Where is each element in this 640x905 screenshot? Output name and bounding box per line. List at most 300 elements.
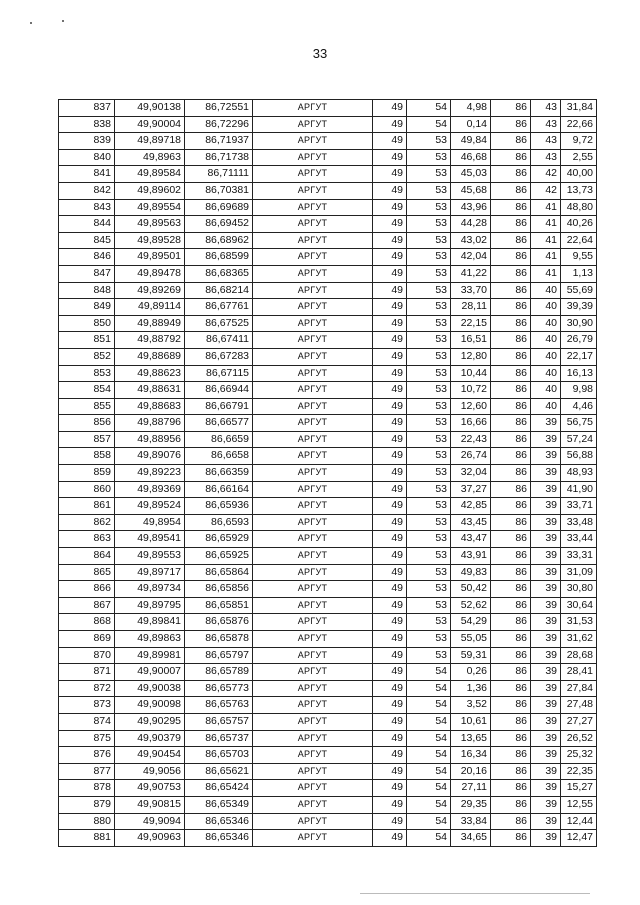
- table-row: [59, 680, 597, 697]
- lon-seconds-cell: 28,41: [561, 664, 597, 681]
- lat-minutes-cell: 54: [407, 713, 451, 730]
- lat-seconds-cell: 12,60: [451, 398, 491, 415]
- lat-seconds-cell: 12,80: [451, 348, 491, 365]
- longitude-decimal-cell: 86,65424: [185, 780, 253, 797]
- lat-degrees-cell: 49: [373, 597, 407, 614]
- river-name-cell: АРГУТ: [253, 232, 373, 249]
- lon-degrees-cell: 86: [491, 116, 531, 133]
- lon-seconds-cell: 27,84: [561, 680, 597, 697]
- table-row: [59, 299, 597, 316]
- lon-minutes-cell: 40: [531, 299, 561, 316]
- lon-degrees-cell: 86: [491, 249, 531, 266]
- table-row: [59, 614, 597, 631]
- latitude-decimal-cell: 49,90098: [115, 697, 185, 714]
- lon-degrees-cell: 86: [491, 713, 531, 730]
- lon-minutes-cell: 39: [531, 713, 561, 730]
- lat-degrees-cell: 49: [373, 199, 407, 216]
- lon-seconds-cell: 22,35: [561, 763, 597, 780]
- point-number-cell: 850: [59, 315, 115, 332]
- river-name-cell: АРГУТ: [253, 697, 373, 714]
- lon-seconds-cell: 40,26: [561, 216, 597, 233]
- lon-minutes-cell: 39: [531, 796, 561, 813]
- longitude-decimal-cell: 86,65757: [185, 713, 253, 730]
- lon-degrees-cell: 86: [491, 299, 531, 316]
- latitude-decimal-cell: 49,88631: [115, 382, 185, 399]
- lon-minutes-cell: 41: [531, 232, 561, 249]
- lon-degrees-cell: 86: [491, 680, 531, 697]
- table-row: [59, 747, 597, 764]
- lat-seconds-cell: 34,65: [451, 830, 491, 847]
- lon-degrees-cell: 86: [491, 315, 531, 332]
- latitude-decimal-cell: 49,90753: [115, 780, 185, 797]
- latitude-decimal-cell: 49,89584: [115, 166, 185, 183]
- lat-degrees-cell: 49: [373, 382, 407, 399]
- lon-degrees-cell: 86: [491, 332, 531, 349]
- lon-degrees-cell: 86: [491, 398, 531, 415]
- lon-degrees-cell: 86: [491, 133, 531, 150]
- lon-minutes-cell: 42: [531, 182, 561, 199]
- lat-seconds-cell: 33,84: [451, 813, 491, 830]
- longitude-decimal-cell: 86,65349: [185, 796, 253, 813]
- coordinates-table: [58, 99, 597, 847]
- table-row: [59, 763, 597, 780]
- latitude-decimal-cell: 49,88792: [115, 332, 185, 349]
- lat-minutes-cell: 53: [407, 431, 451, 448]
- lon-seconds-cell: 22,66: [561, 116, 597, 133]
- point-number-cell: 875: [59, 730, 115, 747]
- longitude-decimal-cell: 86,68365: [185, 265, 253, 282]
- river-name-cell: АРГУТ: [253, 647, 373, 664]
- lat-degrees-cell: 49: [373, 514, 407, 531]
- latitude-decimal-cell: 49,89528: [115, 232, 185, 249]
- longitude-decimal-cell: 86,65856: [185, 581, 253, 598]
- river-name-cell: АРГУТ: [253, 282, 373, 299]
- lon-degrees-cell: 86: [491, 747, 531, 764]
- lat-degrees-cell: 49: [373, 348, 407, 365]
- lat-seconds-cell: 10,44: [451, 365, 491, 382]
- point-number-cell: 872: [59, 680, 115, 697]
- lon-minutes-cell: 43: [531, 116, 561, 133]
- lon-minutes-cell: 39: [531, 763, 561, 780]
- lon-seconds-cell: 55,69: [561, 282, 597, 299]
- lat-minutes-cell: 54: [407, 730, 451, 747]
- table-row: [59, 232, 597, 249]
- longitude-decimal-cell: 86,65703: [185, 747, 253, 764]
- lon-minutes-cell: 39: [531, 564, 561, 581]
- lon-minutes-cell: 39: [531, 697, 561, 714]
- lat-seconds-cell: 33,70: [451, 282, 491, 299]
- lon-degrees-cell: 86: [491, 465, 531, 482]
- lat-degrees-cell: 49: [373, 182, 407, 199]
- lat-seconds-cell: 28,11: [451, 299, 491, 316]
- lon-minutes-cell: 39: [531, 747, 561, 764]
- lat-degrees-cell: 49: [373, 481, 407, 498]
- longitude-decimal-cell: 86,6659: [185, 431, 253, 448]
- lat-seconds-cell: 32,04: [451, 465, 491, 482]
- lon-seconds-cell: 31,84: [561, 100, 597, 117]
- lat-minutes-cell: 53: [407, 614, 451, 631]
- lon-seconds-cell: 4,46: [561, 398, 597, 415]
- lat-seconds-cell: 26,74: [451, 448, 491, 465]
- point-number-cell: 842: [59, 182, 115, 199]
- latitude-decimal-cell: 49,89369: [115, 481, 185, 498]
- lat-degrees-cell: 49: [373, 680, 407, 697]
- lon-degrees-cell: 86: [491, 265, 531, 282]
- lon-seconds-cell: 33,71: [561, 498, 597, 515]
- lon-seconds-cell: 26,79: [561, 332, 597, 349]
- lat-degrees-cell: 49: [373, 780, 407, 797]
- lat-minutes-cell: 54: [407, 830, 451, 847]
- lon-degrees-cell: 86: [491, 796, 531, 813]
- longitude-decimal-cell: 86,66577: [185, 415, 253, 432]
- lat-seconds-cell: 59,31: [451, 647, 491, 664]
- lat-minutes-cell: 53: [407, 133, 451, 150]
- lat-minutes-cell: 54: [407, 100, 451, 117]
- longitude-decimal-cell: 86,67525: [185, 315, 253, 332]
- longitude-decimal-cell: 86,66791: [185, 398, 253, 415]
- lat-degrees-cell: 49: [373, 116, 407, 133]
- point-number-cell: 851: [59, 332, 115, 349]
- lat-seconds-cell: 49,83: [451, 564, 491, 581]
- lon-seconds-cell: 16,13: [561, 365, 597, 382]
- lon-minutes-cell: 39: [531, 531, 561, 548]
- lon-minutes-cell: 40: [531, 365, 561, 382]
- longitude-decimal-cell: 86,69689: [185, 199, 253, 216]
- lat-seconds-cell: 37,27: [451, 481, 491, 498]
- lon-minutes-cell: 39: [531, 581, 561, 598]
- table-row: [59, 796, 597, 813]
- latitude-decimal-cell: 49,89269: [115, 282, 185, 299]
- point-number-cell: 849: [59, 299, 115, 316]
- lat-minutes-cell: 53: [407, 182, 451, 199]
- lat-degrees-cell: 49: [373, 465, 407, 482]
- lon-minutes-cell: 43: [531, 149, 561, 166]
- point-number-cell: 865: [59, 564, 115, 581]
- latitude-decimal-cell: 49,89501: [115, 249, 185, 266]
- lat-degrees-cell: 49: [373, 100, 407, 117]
- lat-minutes-cell: 53: [407, 199, 451, 216]
- table-row: [59, 382, 597, 399]
- lon-degrees-cell: 86: [491, 763, 531, 780]
- lon-minutes-cell: 40: [531, 398, 561, 415]
- latitude-decimal-cell: 49,89841: [115, 614, 185, 631]
- lat-minutes-cell: 53: [407, 315, 451, 332]
- latitude-decimal-cell: 49,9094: [115, 813, 185, 830]
- lon-seconds-cell: 33,44: [561, 531, 597, 548]
- lat-degrees-cell: 49: [373, 398, 407, 415]
- lon-degrees-cell: 86: [491, 581, 531, 598]
- lon-degrees-cell: 86: [491, 647, 531, 664]
- latitude-decimal-cell: 49,89795: [115, 597, 185, 614]
- lat-seconds-cell: 10,61: [451, 713, 491, 730]
- lat-seconds-cell: 43,47: [451, 531, 491, 548]
- longitude-decimal-cell: 86,71937: [185, 133, 253, 150]
- lat-degrees-cell: 49: [373, 315, 407, 332]
- lon-minutes-cell: 39: [531, 431, 561, 448]
- table-row: [59, 332, 597, 349]
- lon-minutes-cell: 39: [531, 780, 561, 797]
- table-row: [59, 133, 597, 150]
- lon-seconds-cell: 57,24: [561, 431, 597, 448]
- longitude-decimal-cell: 86,67761: [185, 299, 253, 316]
- lon-degrees-cell: 86: [491, 697, 531, 714]
- longitude-decimal-cell: 86,65878: [185, 631, 253, 648]
- latitude-decimal-cell: 49,89524: [115, 498, 185, 515]
- lon-minutes-cell: 39: [531, 498, 561, 515]
- lat-seconds-cell: 10,72: [451, 382, 491, 399]
- river-name-cell: АРГУТ: [253, 365, 373, 382]
- point-number-cell: 838: [59, 116, 115, 133]
- lon-seconds-cell: 22,17: [561, 348, 597, 365]
- longitude-decimal-cell: 86,67411: [185, 332, 253, 349]
- latitude-decimal-cell: 49,89602: [115, 182, 185, 199]
- table-row: [59, 182, 597, 199]
- longitude-decimal-cell: 86,71738: [185, 149, 253, 166]
- lat-degrees-cell: 49: [373, 431, 407, 448]
- page-number: 33: [312, 46, 328, 61]
- lat-seconds-cell: 16,66: [451, 415, 491, 432]
- point-number-cell: 879: [59, 796, 115, 813]
- lon-degrees-cell: 86: [491, 664, 531, 681]
- lat-seconds-cell: 43,96: [451, 199, 491, 216]
- table-row: [59, 548, 597, 565]
- point-number-cell: 853: [59, 365, 115, 382]
- lat-degrees-cell: 49: [373, 299, 407, 316]
- lon-seconds-cell: 15,27: [561, 780, 597, 797]
- lat-seconds-cell: 29,35: [451, 796, 491, 813]
- river-name-cell: АРГУТ: [253, 315, 373, 332]
- lon-minutes-cell: 43: [531, 133, 561, 150]
- river-name-cell: АРГУТ: [253, 747, 373, 764]
- lat-seconds-cell: 43,45: [451, 514, 491, 531]
- lon-seconds-cell: 31,53: [561, 614, 597, 631]
- lat-seconds-cell: 49,84: [451, 133, 491, 150]
- lon-degrees-cell: 86: [491, 382, 531, 399]
- lon-minutes-cell: 39: [531, 631, 561, 648]
- point-number-cell: 837: [59, 100, 115, 117]
- lat-seconds-cell: 55,05: [451, 631, 491, 648]
- lon-minutes-cell: 39: [531, 813, 561, 830]
- point-number-cell: 867: [59, 597, 115, 614]
- table-row: [59, 713, 597, 730]
- table-row: [59, 514, 597, 531]
- river-name-cell: АРГУТ: [253, 133, 373, 150]
- river-name-cell: АРГУТ: [253, 763, 373, 780]
- lon-seconds-cell: 30,64: [561, 597, 597, 614]
- lon-minutes-cell: 41: [531, 216, 561, 233]
- point-number-cell: 839: [59, 133, 115, 150]
- point-number-cell: 848: [59, 282, 115, 299]
- lat-minutes-cell: 54: [407, 680, 451, 697]
- table-row: [59, 415, 597, 432]
- lat-minutes-cell: 53: [407, 415, 451, 432]
- river-name-cell: АРГУТ: [253, 780, 373, 797]
- longitude-decimal-cell: 86,65621: [185, 763, 253, 780]
- lat-minutes-cell: 53: [407, 149, 451, 166]
- lat-seconds-cell: 41,22: [451, 265, 491, 282]
- river-name-cell: АРГУТ: [253, 431, 373, 448]
- lon-seconds-cell: 2,55: [561, 149, 597, 166]
- latitude-decimal-cell: 49,8954: [115, 514, 185, 531]
- point-number-cell: 844: [59, 216, 115, 233]
- table-row: [59, 365, 597, 382]
- latitude-decimal-cell: 49,89553: [115, 548, 185, 565]
- lon-seconds-cell: 12,47: [561, 830, 597, 847]
- lon-seconds-cell: 9,98: [561, 382, 597, 399]
- river-name-cell: АРГУТ: [253, 216, 373, 233]
- lon-seconds-cell: 27,48: [561, 697, 597, 714]
- latitude-decimal-cell: 49,90454: [115, 747, 185, 764]
- table-row: [59, 398, 597, 415]
- longitude-decimal-cell: 86,67283: [185, 348, 253, 365]
- river-name-cell: АРГУТ: [253, 299, 373, 316]
- longitude-decimal-cell: 86,65797: [185, 647, 253, 664]
- point-number-cell: 877: [59, 763, 115, 780]
- table-row: [59, 498, 597, 515]
- lon-seconds-cell: 56,88: [561, 448, 597, 465]
- table-row: [59, 564, 597, 581]
- lat-minutes-cell: 53: [407, 647, 451, 664]
- lat-minutes-cell: 53: [407, 531, 451, 548]
- lat-minutes-cell: 53: [407, 564, 451, 581]
- lat-degrees-cell: 49: [373, 796, 407, 813]
- river-name-cell: АРГУТ: [253, 514, 373, 531]
- latitude-decimal-cell: 49,90295: [115, 713, 185, 730]
- lat-degrees-cell: 49: [373, 697, 407, 714]
- lat-minutes-cell: 53: [407, 382, 451, 399]
- lat-seconds-cell: 20,16: [451, 763, 491, 780]
- lon-degrees-cell: 86: [491, 232, 531, 249]
- lat-seconds-cell: 0,26: [451, 664, 491, 681]
- lat-minutes-cell: 53: [407, 465, 451, 482]
- table-row: [59, 465, 597, 482]
- longitude-decimal-cell: 86,70381: [185, 182, 253, 199]
- lon-minutes-cell: 39: [531, 597, 561, 614]
- river-name-cell: АРГУТ: [253, 730, 373, 747]
- lat-seconds-cell: 52,62: [451, 597, 491, 614]
- river-name-cell: АРГУТ: [253, 265, 373, 282]
- lon-degrees-cell: 86: [491, 813, 531, 830]
- river-name-cell: АРГУТ: [253, 614, 373, 631]
- lat-degrees-cell: 49: [373, 763, 407, 780]
- longitude-decimal-cell: 86,66164: [185, 481, 253, 498]
- lon-seconds-cell: 48,93: [561, 465, 597, 482]
- lat-seconds-cell: 43,02: [451, 232, 491, 249]
- lon-degrees-cell: 86: [491, 830, 531, 847]
- lat-seconds-cell: 4,98: [451, 100, 491, 117]
- lat-minutes-cell: 53: [407, 365, 451, 382]
- latitude-decimal-cell: 49,89478: [115, 265, 185, 282]
- lon-minutes-cell: 39: [531, 415, 561, 432]
- lat-degrees-cell: 49: [373, 265, 407, 282]
- lat-seconds-cell: 46,68: [451, 149, 491, 166]
- lat-minutes-cell: 53: [407, 631, 451, 648]
- lat-minutes-cell: 53: [407, 597, 451, 614]
- lon-minutes-cell: 40: [531, 348, 561, 365]
- lat-minutes-cell: 53: [407, 216, 451, 233]
- table-row: [59, 448, 597, 465]
- lon-minutes-cell: 39: [531, 647, 561, 664]
- lat-degrees-cell: 49: [373, 730, 407, 747]
- lat-minutes-cell: 54: [407, 763, 451, 780]
- lon-minutes-cell: 39: [531, 448, 561, 465]
- lon-degrees-cell: 86: [491, 182, 531, 199]
- table-row: [59, 647, 597, 664]
- lat-seconds-cell: 45,03: [451, 166, 491, 183]
- lon-seconds-cell: 27,27: [561, 713, 597, 730]
- latitude-decimal-cell: 49,89554: [115, 199, 185, 216]
- lat-seconds-cell: 50,42: [451, 581, 491, 598]
- table-row: [59, 730, 597, 747]
- latitude-decimal-cell: 49,89734: [115, 581, 185, 598]
- point-number-cell: 866: [59, 581, 115, 598]
- lon-degrees-cell: 86: [491, 730, 531, 747]
- lon-seconds-cell: 30,80: [561, 581, 597, 598]
- point-number-cell: 869: [59, 631, 115, 648]
- lat-seconds-cell: 27,11: [451, 780, 491, 797]
- latitude-decimal-cell: 49,90007: [115, 664, 185, 681]
- longitude-decimal-cell: 86,65346: [185, 830, 253, 847]
- table-row: [59, 431, 597, 448]
- longitude-decimal-cell: 86,65789: [185, 664, 253, 681]
- longitude-decimal-cell: 86,65763: [185, 697, 253, 714]
- point-number-cell: 868: [59, 614, 115, 631]
- point-number-cell: 852: [59, 348, 115, 365]
- river-name-cell: АРГУТ: [253, 116, 373, 133]
- latitude-decimal-cell: 49,89114: [115, 299, 185, 316]
- point-number-cell: 871: [59, 664, 115, 681]
- latitude-decimal-cell: 49,9056: [115, 763, 185, 780]
- point-number-cell: 854: [59, 382, 115, 399]
- lon-degrees-cell: 86: [491, 415, 531, 432]
- lat-degrees-cell: 49: [373, 415, 407, 432]
- page-edge-line: [360, 893, 590, 894]
- point-number-cell: 860: [59, 481, 115, 498]
- lon-seconds-cell: 41,90: [561, 481, 597, 498]
- river-name-cell: АРГУТ: [253, 531, 373, 548]
- latitude-decimal-cell: 49,89717: [115, 564, 185, 581]
- lat-minutes-cell: 53: [407, 481, 451, 498]
- lon-minutes-cell: 39: [531, 680, 561, 697]
- point-number-cell: 870: [59, 647, 115, 664]
- river-name-cell: АРГУТ: [253, 182, 373, 199]
- lat-seconds-cell: 44,28: [451, 216, 491, 233]
- point-number-cell: 876: [59, 747, 115, 764]
- lon-minutes-cell: 41: [531, 199, 561, 216]
- latitude-decimal-cell: 49,90379: [115, 730, 185, 747]
- longitude-decimal-cell: 86,65851: [185, 597, 253, 614]
- lat-seconds-cell: 16,51: [451, 332, 491, 349]
- longitude-decimal-cell: 86,72551: [185, 100, 253, 117]
- table-row: [59, 116, 597, 133]
- point-number-cell: 845: [59, 232, 115, 249]
- lon-degrees-cell: 86: [491, 431, 531, 448]
- lon-degrees-cell: 86: [491, 514, 531, 531]
- lon-seconds-cell: 31,09: [561, 564, 597, 581]
- scan-speck: [30, 22, 32, 24]
- point-number-cell: 840: [59, 149, 115, 166]
- table-row: [59, 100, 597, 117]
- lat-minutes-cell: 53: [407, 398, 451, 415]
- lon-minutes-cell: 39: [531, 514, 561, 531]
- lat-seconds-cell: 16,34: [451, 747, 491, 764]
- river-name-cell: АРГУТ: [253, 664, 373, 681]
- lat-degrees-cell: 49: [373, 631, 407, 648]
- lat-degrees-cell: 49: [373, 232, 407, 249]
- longitude-decimal-cell: 86,72296: [185, 116, 253, 133]
- lon-degrees-cell: 86: [491, 531, 531, 548]
- latitude-decimal-cell: 49,90038: [115, 680, 185, 697]
